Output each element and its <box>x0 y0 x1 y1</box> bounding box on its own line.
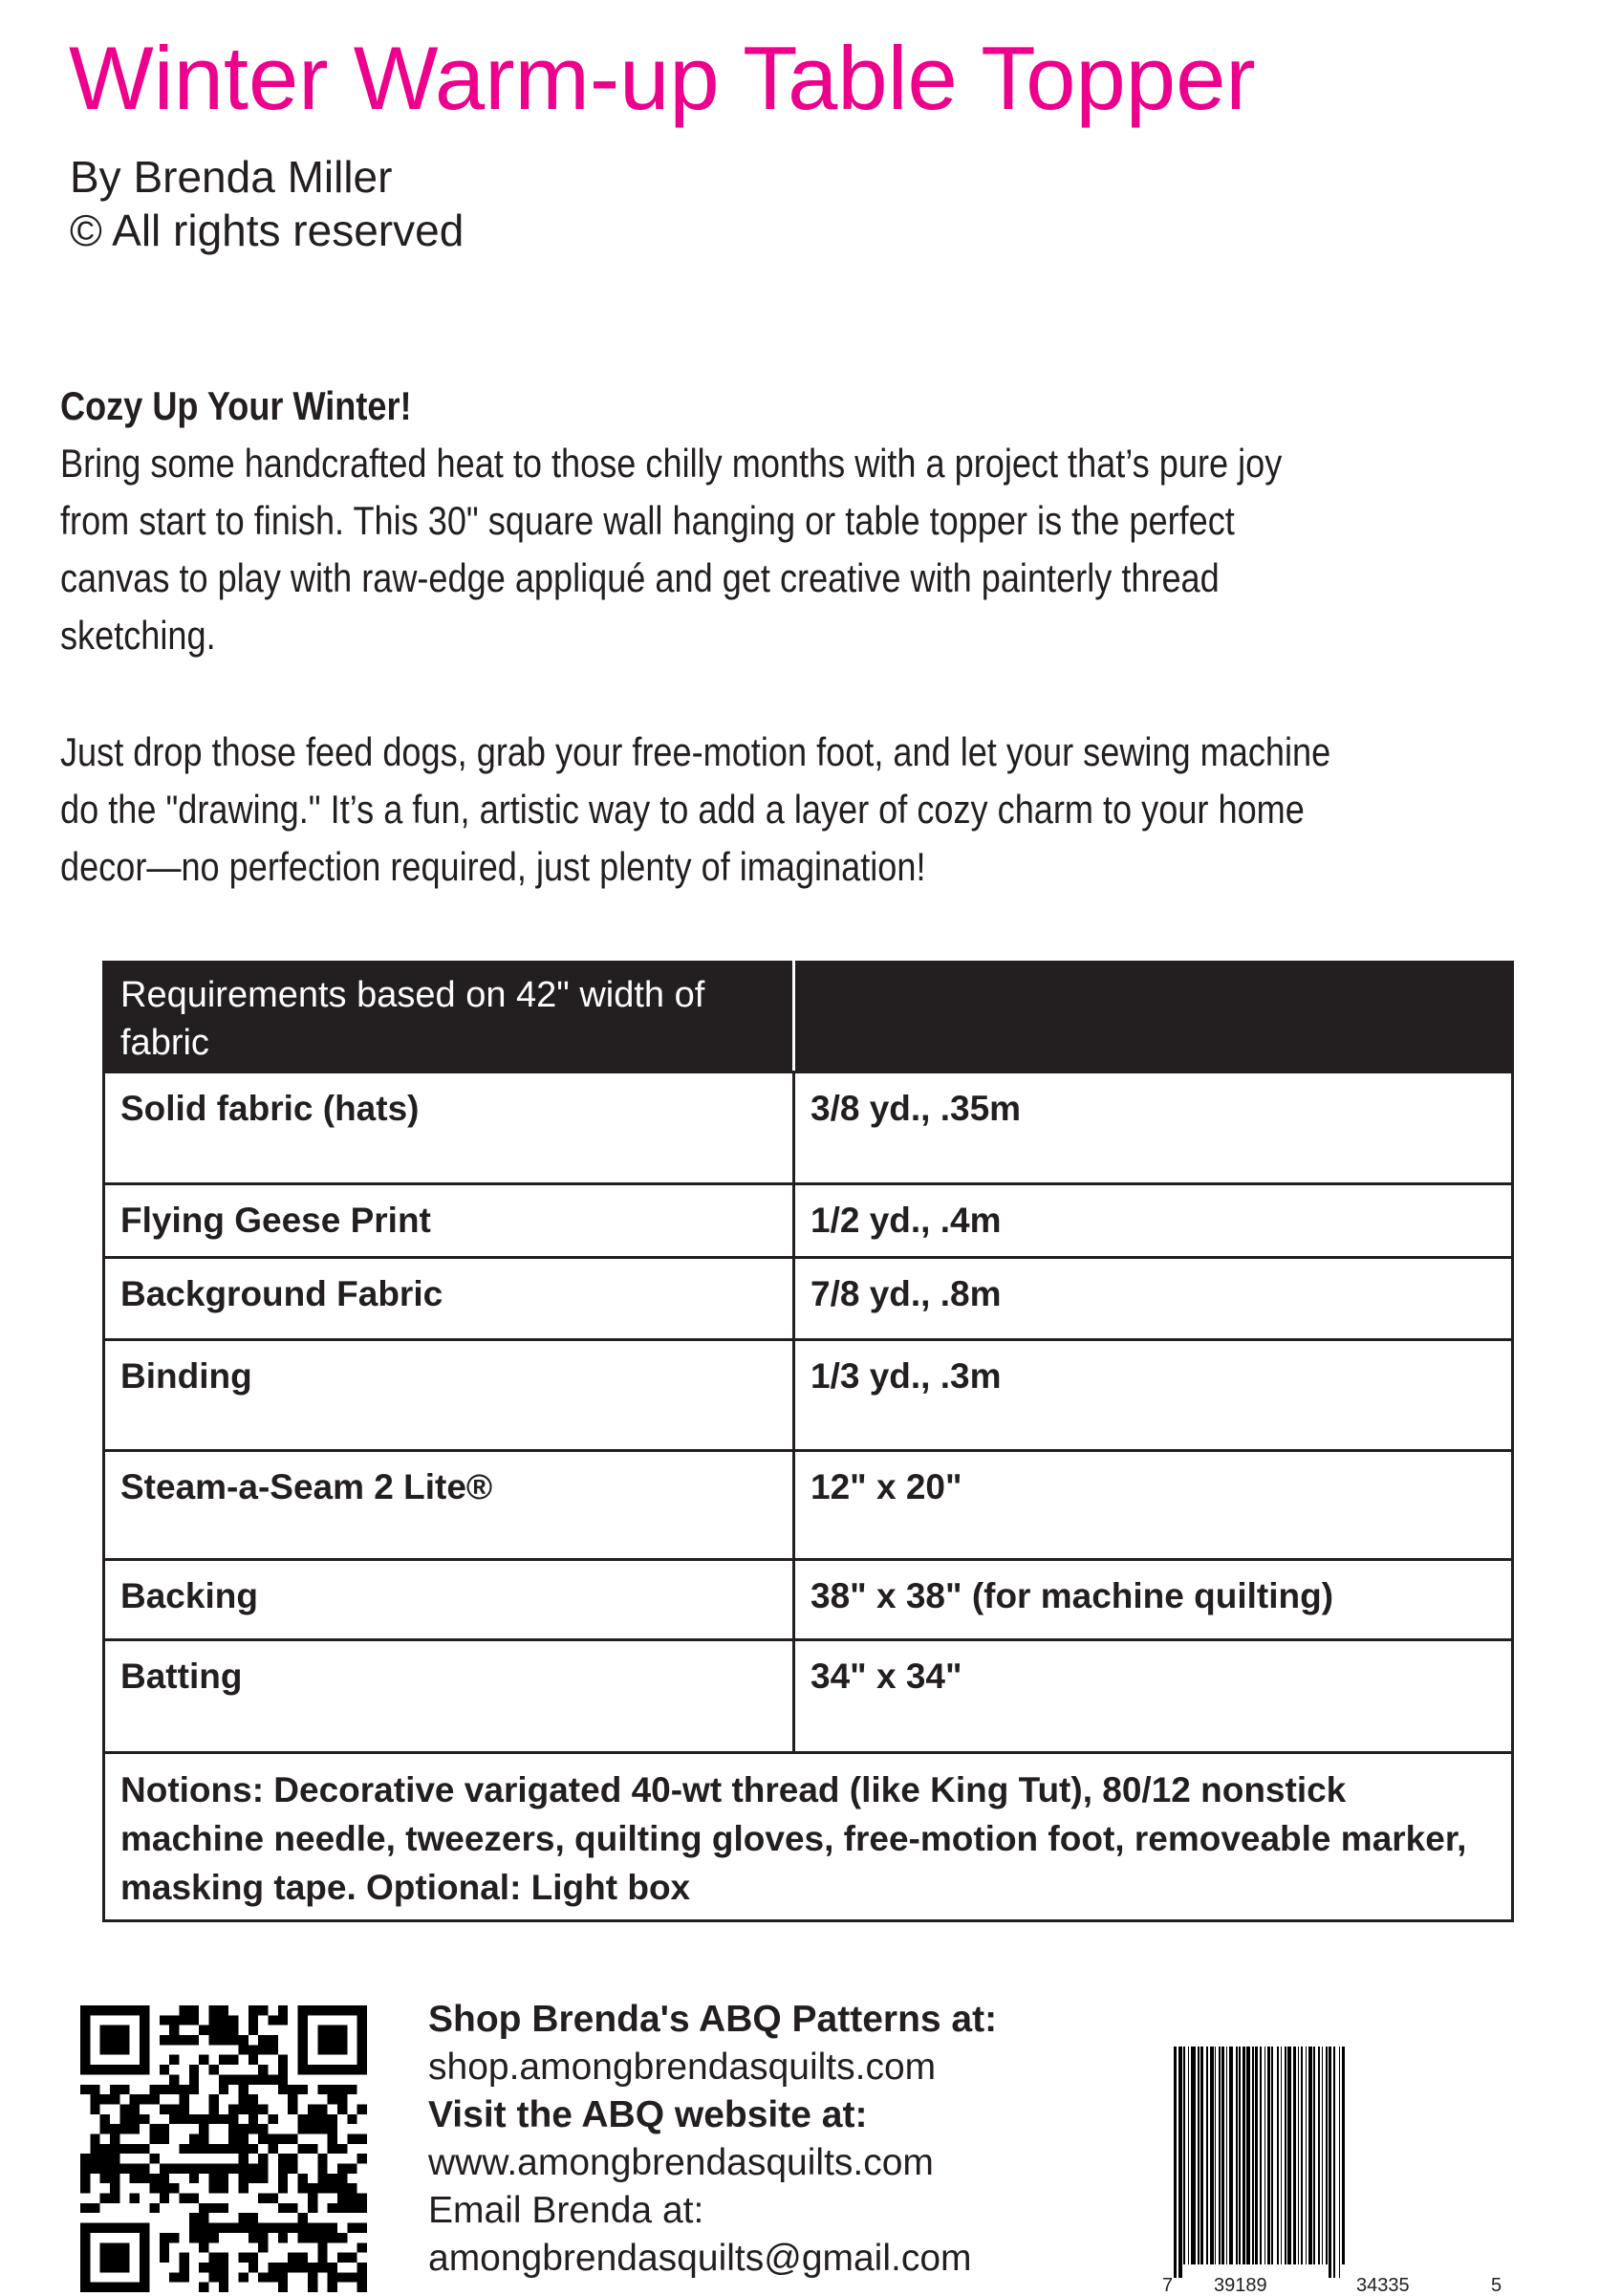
table-row <box>104 1072 1513 1184</box>
table-row <box>104 1340 1513 1451</box>
table-header-cell-empty <box>794 963 1513 1072</box>
notions-cell: Notions: Decorative varigated 40-wt thread (like King Tut), 80/12 nonstick machine needle, tweezers, quilting gloves, free-motion foot, removeable marker, masking tape. Optional: Light box <box>104 1753 1513 1921</box>
rights-notice: © All rights reserved <box>70 206 465 256</box>
row-amount: 7/8 yd., .8m <box>794 1258 1513 1340</box>
barcode-digits-2: 39189 <box>1214 2275 1267 2296</box>
row-amount: 3/8 yd., .35m <box>794 1072 1513 1184</box>
barcode-bars <box>1174 2047 1345 2278</box>
website-link[interactable]: www.amongbrendasquilts.com <box>428 2142 934 2183</box>
intro-paragraph-2: Just drop those feed dogs, grab your free-motion foot, and let your sewing machine do the "drawing." It’s a fun, artistic way to add a layer of cozy charm to your home decor—no perfection required, just plenty of imagination! <box>60 729 1331 889</box>
row-amount: 1/3 yd., .3m <box>794 1340 1513 1451</box>
barcode-icon <box>1158 2047 1508 2296</box>
contact-info <box>428 1996 997 2283</box>
table-row <box>104 1640 1513 1753</box>
website-label: Visit the ABQ website at: <box>428 2094 868 2135</box>
qr-code-icon <box>80 2005 367 2292</box>
row-item: Batting <box>104 1640 794 1753</box>
row-amount: 34" x 34" <box>794 1640 1513 1753</box>
intro-paragraph-1: Bring some handcrafted heat to those chilly months with a project that’s pure joy from start to finish. This 30" square wall hanging or table topper is the perfect canvas to play with raw-edge appliqué and get creative with painterly thread sketching. <box>60 441 1283 658</box>
email-link[interactable]: amongbrendasquilts@gmail.com <box>428 2238 972 2279</box>
barcode-digits-4: 5 <box>1491 2275 1502 2296</box>
row-amount: 12" x 20" <box>794 1451 1513 1560</box>
author: By Brenda Miller <box>70 152 393 202</box>
intro-heading: Cozy Up Your Winter! <box>60 383 412 428</box>
notions-row <box>104 1753 1513 1921</box>
row-item: Background Fabric <box>104 1258 794 1340</box>
row-item: Solid fabric (hats) <box>104 1072 794 1184</box>
shop-link[interactable]: shop.amongbrendasquilts.com <box>428 2047 937 2088</box>
row-item: Backing <box>104 1560 794 1640</box>
barcode-digits-3: 34335 <box>1356 2275 1410 2296</box>
row-amount: 38" x 38" (for machine quilting) <box>794 1560 1513 1640</box>
page-title: Winter Warm-up Table Topper <box>69 28 1256 128</box>
requirements-table <box>102 961 1514 1922</box>
intro-section <box>60 378 1343 896</box>
email-label: Email Brenda at: <box>428 2190 704 2231</box>
shop-label: Shop Brenda's ABQ Patterns at: <box>428 1999 998 2040</box>
row-amount: 1/2 yd., .4m <box>794 1184 1513 1258</box>
table-header-cell: Requirements based on 42" width of fabric <box>104 963 794 1072</box>
barcode-digits-1: 7 <box>1162 2275 1174 2296</box>
row-item: Flying Geese Print <box>104 1184 794 1258</box>
table-row <box>104 1451 1513 1560</box>
table-row <box>104 1258 1513 1340</box>
byline <box>70 150 464 257</box>
table-row <box>104 1184 1513 1258</box>
row-item: Binding <box>104 1340 794 1451</box>
table-header-row <box>104 963 1513 1072</box>
table-row <box>104 1560 1513 1640</box>
row-item: Steam-a-Seam 2 Lite® <box>104 1451 794 1560</box>
